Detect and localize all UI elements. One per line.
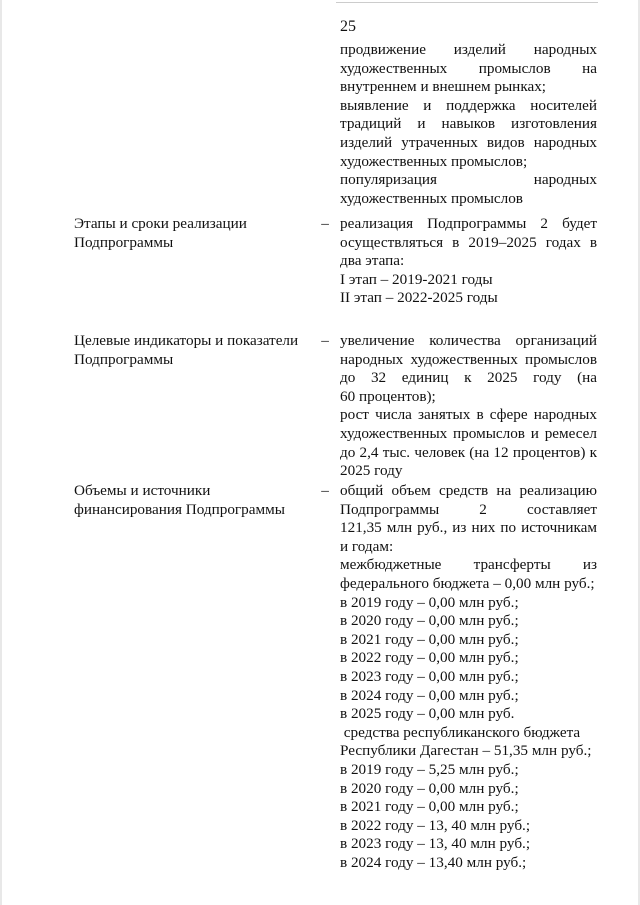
content-line: общий объем средств на реализацию (340, 482, 597, 499)
content-line: Республики Дагестан – 51,35 млн руб.; (340, 742, 592, 760)
intro-line: изделий утраченных видов народных (340, 133, 597, 151)
label-line: Объемы и источники (74, 482, 211, 499)
content-line: I этап – 2019-2021 годы (340, 270, 493, 288)
content-line: в 2021 году – 0,00 млн руб.; (340, 798, 519, 816)
financing-content (340, 482, 597, 872)
content-line: в 2025 году – 0,00 млн руб. (340, 705, 515, 723)
content-line: межбюджетные трансферты из (340, 556, 597, 574)
label-line: Целевые индикаторы и показатели (74, 332, 299, 349)
indicators-content (340, 332, 597, 481)
intro-line: художественных промыслов (340, 189, 523, 207)
intro-line: продвижение изделий народных (340, 41, 597, 58)
content-line: 60 процентов); (340, 387, 436, 405)
intro-line: внутреннем и внешнем рынках; (340, 78, 547, 96)
content-line: в 2020 году – 0,00 млн руб.; (340, 612, 519, 630)
content-line: до 32 единиц к 2025 году (на (340, 369, 597, 387)
row-dash: – (321, 482, 329, 499)
content-line: федерального бюджета – 0,00 млн руб.; (340, 574, 595, 592)
content-line: в 2021 году – 0,00 млн руб.; (340, 630, 519, 648)
label-line: Подпрограммы (74, 350, 174, 368)
stages-label (74, 215, 310, 252)
content-line: в 2023 году – 0,00 млн руб.; (340, 667, 519, 685)
content-line: 121,35 млн руб., из них по источникам (340, 519, 597, 537)
content-line: увеличение количества организаций (340, 332, 597, 349)
intro-line: художественных промыслов; (340, 152, 528, 170)
page-number: 25 (340, 18, 356, 35)
content-line: в 2024 году – 13,40 млн руб.; (340, 853, 527, 871)
intro-line: традиций и навыков изготовления (340, 115, 597, 133)
content-line: в 2022 году – 13, 40 млн руб.; (340, 816, 531, 834)
row-dash: – (321, 215, 329, 232)
label-line: Подпрограммы (74, 233, 174, 251)
financing-label (74, 482, 310, 519)
content-line: II этап – 2022-2025 годы (340, 289, 498, 307)
content-line: реализация Подпрограммы 2 будет (340, 215, 597, 232)
label-line: финансирования Подпрограммы (74, 500, 285, 518)
content-line: в 2022 году – 0,00 млн руб.; (340, 649, 519, 667)
content-line: в 2024 году – 0,00 млн руб.; (340, 686, 519, 704)
label-line: Этапы и сроки реализации (74, 215, 247, 232)
content-line: Подпрограммы 2 составляет (340, 500, 597, 518)
content-line: в 2019 году – 5,25 млн руб.; (340, 760, 519, 778)
indicators-label (74, 332, 310, 369)
content-line: осуществляться в 2019–2025 годах в (340, 233, 597, 251)
content-line: в 2019 году – 0,00 млн руб.; (340, 593, 519, 611)
row-dash: – (321, 332, 329, 349)
intro-continuation (340, 41, 597, 208)
content-line: художественных промыслов и ремесел (340, 424, 597, 442)
stages-content (340, 215, 597, 308)
content-line: народных художественных промыслов (340, 350, 597, 368)
content-line: до 2,4 тыс. человек (на 12 процентов) к (340, 443, 597, 461)
left-page-edge (0, 0, 2, 905)
intro-line: художественных промыслов на (340, 59, 597, 77)
top-edge-rule (336, 2, 598, 3)
intro-line: популяризация народных (340, 171, 597, 189)
content-line: 2025 году (340, 462, 403, 480)
content-line: и годам: (340, 537, 394, 555)
intro-line: выявление и поддержка носителей (340, 96, 597, 114)
content-line: средства республиканского бюджета (340, 723, 581, 741)
content-line: два этапа: (340, 252, 405, 270)
content-line: в 2020 году – 0,00 млн руб.; (340, 779, 519, 797)
content-line: в 2023 году – 13, 40 млн руб.; (340, 835, 531, 853)
content-line: рост числа занятых в сфере народных (340, 406, 597, 424)
